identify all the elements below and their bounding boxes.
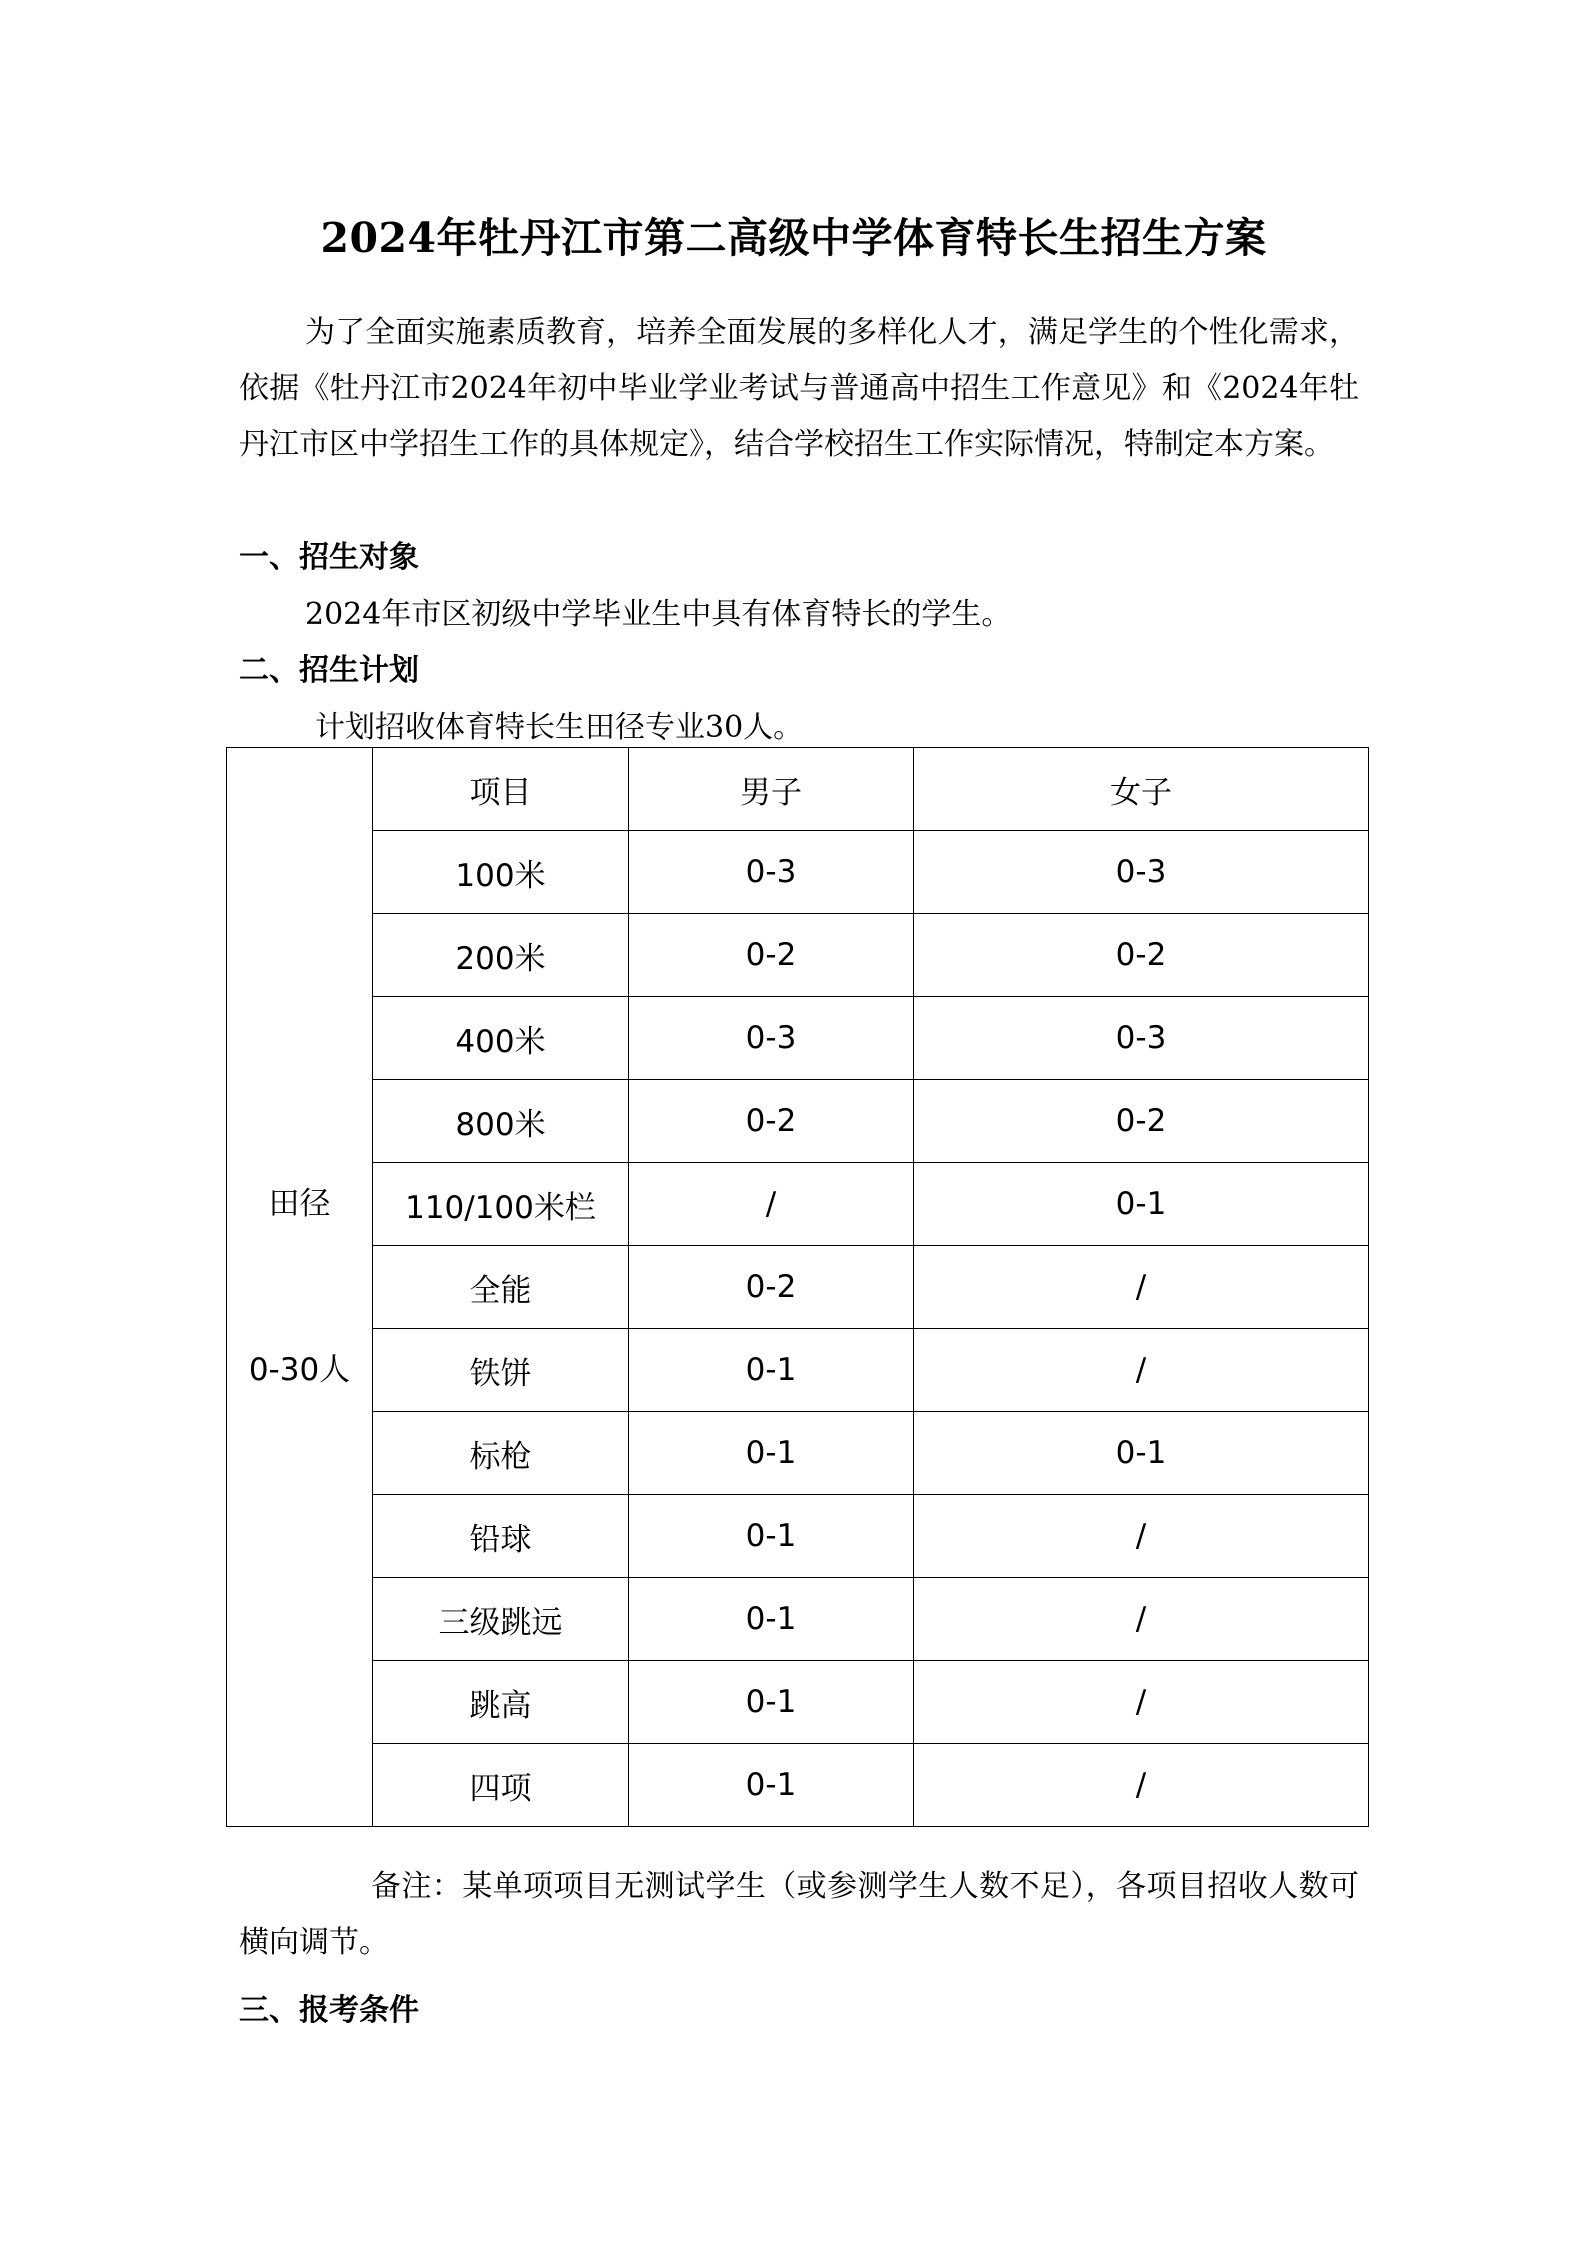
- event-cell: 铅球: [373, 1495, 629, 1578]
- event-cell: 三级跳远: [373, 1578, 629, 1661]
- female-quota-cell: 0-3: [914, 997, 1369, 1080]
- female-quota-cell: 0-2: [914, 914, 1369, 997]
- event-cell: 100米: [373, 831, 629, 914]
- table-row: [227, 1412, 1369, 1495]
- male-quota-cell: 0-2: [629, 1080, 914, 1163]
- female-quota-cell: 0-1: [914, 1412, 1369, 1495]
- category-count: 0-30人: [248, 1352, 351, 1388]
- table-row: [227, 1744, 1369, 1827]
- section-body-enrollment-plan: 计划招收体育特长生田径专业30人。: [315, 710, 804, 745]
- table-row: [227, 1329, 1369, 1412]
- male-quota-cell: 0-1: [629, 1495, 914, 1578]
- female-quota-cell: /: [914, 1578, 1369, 1661]
- header-female: 女子: [914, 748, 1369, 831]
- section-heading-enrollment-plan: 二、招生计划: [239, 653, 419, 688]
- intro-paragraph: 为了全面实施素质教育，培养全面发展的多样化人才，满足学生的个性化需求，依据《牡丹江市2024年初中毕业学业考试与普通高中招生工作意见》和《2024年牡丹江市区中学招生工作的具体规定》，结合学校招生工作实际情况，特制定本方案。: [239, 315, 1359, 462]
- category-name: 田径: [268, 1186, 331, 1222]
- category-cell: [227, 748, 373, 1827]
- event-cell: 标枪: [373, 1412, 629, 1495]
- section-body-enrollment-target: 2024年市区初级中学毕业生中具有体育特长的学生。: [305, 597, 1012, 632]
- male-quota-cell: 0-1: [629, 1578, 914, 1661]
- event-cell: 跳高: [373, 1661, 629, 1744]
- table-row: [227, 831, 1369, 914]
- enrollment-plan-table-body: [227, 748, 1369, 1827]
- table-row: [227, 1080, 1369, 1163]
- section-heading-application-requirements: 三、报考条件: [239, 1993, 419, 2028]
- female-quota-cell: /: [914, 1744, 1369, 1827]
- event-cell: 铁饼: [373, 1329, 629, 1412]
- male-quota-cell: /: [629, 1163, 914, 1246]
- table-header-row: [227, 748, 1369, 831]
- event-cell: 200米: [373, 914, 629, 997]
- table-row: [227, 1661, 1369, 1744]
- table-row: [227, 1495, 1369, 1578]
- event-cell: 400米: [373, 997, 629, 1080]
- enrollment-plan-table: [226, 747, 1369, 1827]
- event-cell: 110/100米栏: [373, 1163, 629, 1246]
- male-quota-cell: 0-1: [629, 1661, 914, 1744]
- male-quota-cell: 0-2: [629, 1246, 914, 1329]
- table-row: [227, 1578, 1369, 1661]
- section-heading-enrollment-target: 一、招生对象: [239, 540, 419, 575]
- female-quota-cell: /: [914, 1661, 1369, 1744]
- male-quota-cell: 0-2: [629, 914, 914, 997]
- event-cell: 四项: [373, 1744, 629, 1827]
- male-quota-cell: 0-3: [629, 831, 914, 914]
- event-cell: 全能: [373, 1246, 629, 1329]
- female-quota-cell: 0-3: [914, 831, 1369, 914]
- male-quota-cell: 0-1: [629, 1329, 914, 1412]
- female-quota-cell: 0-2: [914, 1080, 1369, 1163]
- table-note: 备注：某单项项目无测试学生（或参测学生人数不足），各项目招收人数可横向调节。: [239, 1869, 1359, 1960]
- event-cell: 800米: [373, 1080, 629, 1163]
- header-male: 男子: [629, 748, 914, 831]
- female-quota-cell: /: [914, 1329, 1369, 1412]
- female-quota-cell: /: [914, 1246, 1369, 1329]
- table-row: [227, 1163, 1369, 1246]
- table-row: [227, 997, 1369, 1080]
- male-quota-cell: 0-1: [629, 1744, 914, 1827]
- male-quota-cell: 0-3: [629, 997, 914, 1080]
- male-quota-cell: 0-1: [629, 1412, 914, 1495]
- female-quota-cell: /: [914, 1495, 1369, 1578]
- female-quota-cell: 0-1: [914, 1163, 1369, 1246]
- table-row: [227, 1246, 1369, 1329]
- document-title: 2024年牡丹江市第二高级中学体育特长生招生方案: [320, 214, 1267, 262]
- table-row: [227, 914, 1369, 997]
- header-event: 项目: [373, 748, 629, 831]
